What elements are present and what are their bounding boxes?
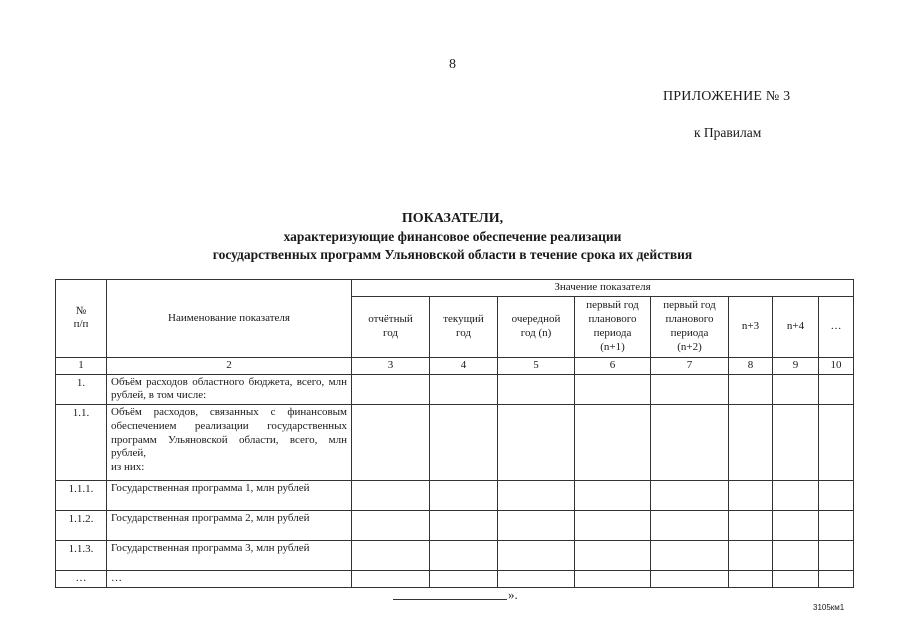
header-current-year: текущий год [430, 296, 498, 357]
value-cell [352, 541, 430, 571]
row-number: 1.1.1. [56, 481, 107, 511]
column-index: 8 [729, 357, 773, 374]
document-title-line-3: государственных программ Ульяновской области в течение срока их действия [212, 247, 693, 262]
value-cell [498, 481, 575, 511]
row-indicator-name: Государственная программа 3, млн рублей [107, 541, 352, 571]
row-indicator-name: Государственная программа 2, млн рублей [107, 511, 352, 541]
column-index: 2 [107, 357, 352, 374]
value-cell [352, 571, 430, 588]
value-cell [430, 405, 498, 481]
value-cell [651, 481, 729, 511]
value-cell [498, 405, 575, 481]
value-cell [773, 541, 819, 571]
value-cell [819, 571, 854, 588]
closing-quote: ». [508, 587, 518, 602]
value-cell [729, 571, 773, 588]
value-cell [430, 481, 498, 511]
column-index: 4 [430, 357, 498, 374]
value-cell [498, 511, 575, 541]
header-reporting-year: отчётный год [352, 296, 430, 357]
value-cell [773, 405, 819, 481]
row-number: 1.1. [56, 405, 107, 481]
value-cell [498, 374, 575, 405]
value-cell [819, 541, 854, 571]
value-cell [575, 511, 651, 541]
value-cell [819, 511, 854, 541]
row-number: 1.1.3. [56, 541, 107, 571]
value-cell [430, 511, 498, 541]
column-index: 1 [56, 357, 107, 374]
value-cell [575, 405, 651, 481]
value-cell [352, 374, 430, 405]
header-n-plus-4: n+4 [773, 296, 819, 357]
row-indicator-name: … [107, 571, 352, 588]
value-cell [352, 405, 430, 481]
header-next-year: очередной год (n) [498, 296, 575, 357]
table-row [56, 405, 854, 481]
document-code: 3105км1 [813, 603, 845, 612]
column-index: 5 [498, 357, 575, 374]
table-row [56, 571, 854, 588]
table-row [56, 374, 854, 405]
table-row [56, 481, 854, 511]
appendix-title: ПРИЛОЖЕНИЕ № 3 [663, 89, 791, 104]
value-cell [575, 541, 651, 571]
value-cell [430, 571, 498, 588]
column-index: 9 [773, 357, 819, 374]
value-cell [819, 374, 854, 405]
value-cell [498, 541, 575, 571]
value-cell [651, 511, 729, 541]
value-cell [651, 374, 729, 405]
header-plan-year-1: первый год планового периода (n+1) [575, 296, 651, 357]
header-number: № п/п [56, 280, 107, 358]
value-cell [773, 374, 819, 405]
value-cell [819, 481, 854, 511]
table-row [56, 541, 854, 571]
value-cell [575, 374, 651, 405]
value-cell [773, 481, 819, 511]
row-number: 1.1.2. [56, 511, 107, 541]
value-cell [651, 571, 729, 588]
row-number: 1. [56, 374, 107, 405]
header-value-group: Значение показателя [352, 280, 854, 297]
row-indicator-name: Объём расходов областного бюджета, всего, млн рублей, в том числе: [107, 374, 352, 405]
value-cell [773, 571, 819, 588]
header-n-plus-3: n+3 [729, 296, 773, 357]
document-title: ПОКАЗАТЕЛИ, [401, 211, 504, 226]
column-index: 10 [819, 357, 854, 374]
value-cell [575, 481, 651, 511]
header-ellipsis: … [819, 296, 854, 357]
table-row [56, 511, 854, 541]
value-cell [651, 541, 729, 571]
column-index: 7 [651, 357, 729, 374]
value-cell [819, 405, 854, 481]
appendix-subtitle: к Правилам [694, 125, 762, 140]
row-indicator-name: Объём расходов, связанных с финансовым обеспечением реализации государственных программ Ульяновской области, всего, млн рублей, из них: [107, 405, 352, 481]
value-cell [773, 511, 819, 541]
indicators-table [55, 279, 854, 588]
value-cell [729, 541, 773, 571]
value-cell [729, 405, 773, 481]
value-cell [729, 511, 773, 541]
document-title-line-2: характеризующие финансовое обеспечение реализации [283, 229, 622, 244]
value-cell [498, 571, 575, 588]
closing-underline [393, 599, 507, 600]
header-indicator-name: Наименование показателя [107, 280, 352, 358]
header-plan-year-2: первый год планового периода (n+2) [651, 296, 729, 357]
value-cell [729, 481, 773, 511]
row-number: … [56, 571, 107, 588]
value-cell [352, 511, 430, 541]
value-cell [430, 374, 498, 405]
column-index: 3 [352, 357, 430, 374]
row-indicator-name: Государственная программа 1, млн рублей [107, 481, 352, 511]
value-cell [575, 571, 651, 588]
page-number: 8 [449, 57, 456, 72]
value-cell [352, 481, 430, 511]
value-cell [430, 541, 498, 571]
column-index: 6 [575, 357, 651, 374]
value-cell [651, 405, 729, 481]
value-cell [729, 374, 773, 405]
